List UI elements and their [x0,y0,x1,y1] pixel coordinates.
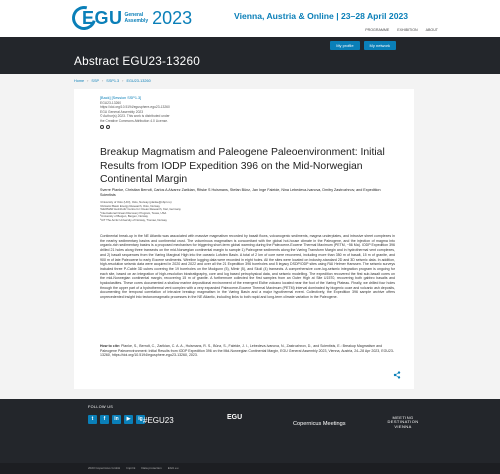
affiliation-item: ⁵University of Bergen, Bergen, Norway [100,214,148,219]
my-profile-button[interactable]: My profile [330,41,359,50]
copyright-text: © Author(s) 2023. This work is distributed under [100,114,170,118]
my-network-button[interactable]: My network [364,41,396,50]
citation-text: Planke, S., Berndt, C., Zarikian, C. A. A., Huismans, R. S., Bünz, S., Faleide, J. I., Lebedeva-Ivanova, N., Zastrozhnov, D., and Scientists, E.: Breakup Magmatism and Paleogene Paleoenvironment: Initial Results from IODP Expedition 396 on the Mid-Norwegian Continental Margin, EGU General Assembly 2023, Vienna, Austria, 24–28 Apr 2023, EGU23-13260, https://doi.org/10.5194/egusphere-egu23-13260, 2023. [100,344,395,358]
event-info: Vienna, Austria & Online | 23–28 April 2023 [234,11,409,21]
author-list: Sverre Planke, Christian Berndt, Carlos A Alvarez Zarikian, Ritske S Huismans, Stefan Bünz, Jan Inge Faleide, Nina Lebedeva-Ivanova, Dmitry Zastrozhnov, and Expedition Scientists [100,188,381,198]
logo-year: 2023 [152,7,193,28]
meeting-destination-vienna-logo[interactable]: MEETING DESTINATION VIENNA [387,415,419,429]
logo-egu-text: EGU [82,7,123,28]
linkedin-icon[interactable]: in [112,415,121,424]
imprint-link[interactable]: Imprint [126,466,136,470]
affiliation-item: ¹University of Oslo (UiO), Oslo, Norway (planke@vbpr.no) [100,200,172,204]
account-buttons [330,41,396,50]
breadcrumb-bar [0,74,500,89]
site-footer [0,399,500,463]
affiliation-item: ³GEOMAR Helmholtz Centre for Ocean Research, Kiel, Germany [100,207,181,212]
instagram-icon[interactable]: ig [136,415,145,424]
site-header [0,0,500,37]
footer-egu-logo[interactable]: EGU [227,414,243,421]
abstract-body: Continental break-up in the NE Atlantic was associated with massive magmatism recorded by basalt flows, volcanogenic sediments, magma underplates, and intrusive sheet complexes in the nearby sedimentary basins and continental crust. The voluminous magmatism is concomitant with the global hot-house climate in the Paleogene, and the injection of magma into organic-rich sedimentary basins is a proposed mechanism for triggering short-term global warming during the Paleocene-Eocene Thermal Maximum (PETM, ~56 Ma). IODP Expedition 396 drilled 21 holes along three transects on the mid-Norwegian continental margin to sample 1) Paleogene sediments along the Vøring Transform Margin and in hydrothermal vent complexes, and 2) basalt sequences from the Vøring Marginal High into the oceanic Lofoten Basin. A total of 2 km of core were recovered, including more than 350 m of basalt, 15 m of granite, and 900 m of late Paleocene to early Eocene sediments. Wireline logging data were recorded in eight holes. All the sites were located on industry-standard 2D and 3D seismic data. In addition, high-resolution seismic data were acquired in 2020 and 2022 and over all the 21 Expedition 396 boreholes and 5 legacy DSDP/ODP sites using RAI Helmer Hanssen. The seismic surveys included three P-Cable 3D cubes covering the 19 boreholes on the Modgunn (5), Mimir (5), and Skoll (4) transects. A comprehensive core-log-seismic integration program is ongoing for each site, based on an integration of high-resolution biostratigraphy, core and log based petrophysical data, and seismic modelling. The expedition recovered the first sub-basalt cores on the mid-Norwegian continental margin, recovering 15 m of granite. A furthermore collected the first samples from an Outer High at Site U1570, recovering both gabbro basalts and hyaloclastites. These cores documented a shallow marine depositional environment of the emergent Eldhe volcano located near the foot of the Vøring Plateau. Finally, we drilled four holes through the upper part of a hydrothermal vent complex with a very expanded Paleocene-Eocene Thermal Maximum (PETM) interval dominated by biogenic ooze and volcanic ash deposits, documenting the temporal correlation of intrusive breakup magmatism in the Vøring Basin and a major hypothermal event. Collectively, the Expedition 396 sample archive offers unprecedented insight into tectonomagmatic processes in the NE Atlantic, including links to both rapid and long-term climate variation in the Paleogene. [100,234,395,300]
youtube-icon[interactable]: ▶ [124,415,133,424]
follow-us-label: FOLLOW US [88,405,114,409]
logo-ga-text: General Assembly [124,12,149,24]
license-text: the Creative Commons Attribution 4.0 License. [100,118,168,123]
egu-eu-link[interactable]: EGU.eu [167,466,179,470]
cc-license-icon[interactable] [100,125,170,129]
abstract-card [74,89,414,389]
citation-block [100,344,395,358]
page-banner [0,37,500,74]
nav-programme[interactable]: PROGRAMME [365,28,390,32]
page-title: Abstract EGU23-13260 [74,54,200,68]
breadcrumb: Home › SSP › SSP1.3 › EGU23-13260 [74,79,151,83]
doi-link[interactable]: https://doi.org/10.5194/egusphere-egu23-13260 [100,105,170,109]
twitter-icon[interactable]: t [88,415,97,424]
footer-bottom-bar [0,463,500,474]
egu-logo[interactable] [72,6,192,30]
breadcrumb-current: EGU23-13260 [126,79,151,83]
abstract-id: EGU23-13260 [100,100,122,105]
session-links[interactable]: [Back] [Session SSP1.3] [100,96,142,100]
copernicus-logo[interactable]: Copernicus Meetings [293,421,346,427]
cite-label: How to cite: [100,344,121,348]
affiliation-item: ⁶UiT The Arctic University of Norway, Tromsø, Norway [100,217,167,222]
affiliation-list [100,201,181,223]
data-protection-link[interactable]: Data protection [141,466,162,470]
paper-title: Breakup Magmatism and Paleogene Paleoenvironment: Initial Results from IODP Expedition 396 on the Mid-Norwegian Continental Margin [100,147,385,185]
affiliation-item: ²Volcanic Basin Energy Research, Oslo, Norway [100,203,160,208]
nav-exhibition[interactable]: EXHIBITION [397,28,418,32]
breadcrumb-session[interactable]: SSP1.3 [106,79,120,83]
nav-about[interactable]: ABOUT [425,28,438,32]
affiliation-item: ⁴International Ocean Discovery Program, Texas, USA [100,210,167,215]
hashtag: #EGU23 [143,416,174,425]
copyright-notice: 2023 Copernicus GmbH [88,466,121,470]
footer-links [88,466,178,470]
facebook-icon[interactable]: f [100,415,109,424]
share-icon[interactable] [393,371,401,379]
breadcrumb-division[interactable]: SSP [91,79,100,83]
journal-name: EGU General Assembly 2023 [100,109,144,114]
social-links [88,415,145,424]
breadcrumb-home[interactable]: Home [74,79,85,83]
abstract-meta [100,96,170,129]
top-nav [365,28,438,32]
